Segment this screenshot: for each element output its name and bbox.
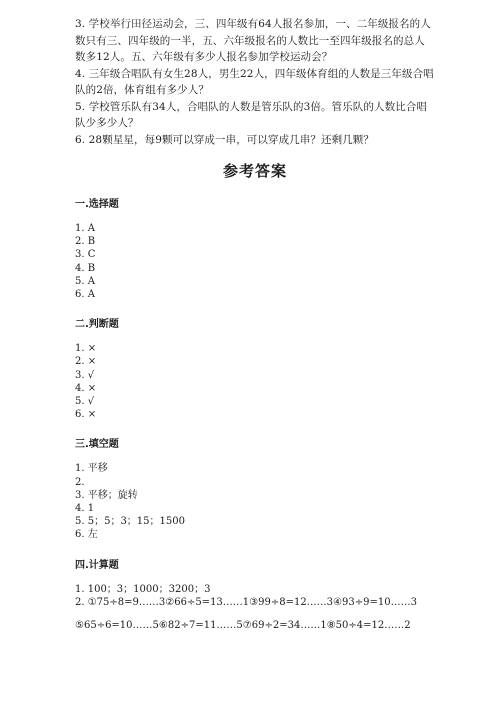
- answer-item: 3. 平移；旋转: [75, 489, 138, 501]
- answer-item: 3. C: [75, 249, 96, 261]
- answer-item: 4. B: [75, 262, 96, 274]
- question-5: 5. 学校管乐队有34人，合唱队的人数是管乐队的3倍。管乐队的人数比合唱队少多少人？: [75, 100, 427, 129]
- answer-item: 1. A: [75, 223, 95, 234]
- answer-item: 2. B: [75, 236, 96, 248]
- answer-item: 1. ×: [75, 343, 97, 355]
- section-judge: [75, 315, 435, 421]
- answer-item: 2. ×: [75, 356, 97, 368]
- answer-item: 1. 平移: [75, 463, 108, 475]
- answer-item: 5. 5；5；3；15；1500: [75, 516, 185, 528]
- answer-item: 2.: [75, 476, 85, 488]
- answer-item: 3. √: [75, 369, 95, 381]
- answer-sheet-page: [75, 16, 435, 646]
- answer-item: 4. ×: [75, 382, 97, 394]
- answer-item: 4. 1: [75, 503, 95, 515]
- section-fill: [75, 435, 435, 541]
- answer-item: ⑤65÷6=10……5⑥82÷7=11……5⑦69÷2=34……1⑧50÷4=12……2: [75, 620, 411, 632]
- answer-item: 2. ①75÷8=9……3②66÷5=13……1③99÷8=12……3④93÷9=10……3: [75, 596, 417, 608]
- question-6: 6. 28颗星星，每9颗可以穿成一串，可以穿成几串？还剩几颗？: [75, 133, 374, 146]
- answer-item: 6. A: [75, 289, 95, 301]
- section-title-choice: 一.选择题: [75, 199, 119, 210]
- section-calc: [75, 556, 435, 633]
- question-3: 3. 学校举行田径运动会，三、四年级有64人报名参加，一、二年级报名的人数只有三、四年级的一半，五、六年级报名的人数比一至四年级报名的总人数多12人。五、六年级有多少人报名参加学校运动会？: [75, 18, 431, 63]
- answer-item: 5. √: [75, 396, 95, 408]
- question-4: 4. 三年级合唱队有女生28人，男生22人，四年级体育组的人数是三年级合唱队的2倍，体育组有多少人？: [75, 67, 434, 96]
- section-title-calc: 四.计算题: [75, 559, 119, 571]
- spacer: [75, 609, 435, 619]
- answer-item: 6. ×: [75, 409, 97, 421]
- answer-item: 5. A: [75, 275, 95, 287]
- section-choice: [75, 195, 435, 301]
- section-title-fill: 三.填空题: [75, 439, 119, 451]
- answer-item: 1. 100；3；1000；3200；3: [75, 583, 211, 595]
- section-title-judge: 二.判断题: [75, 319, 119, 331]
- answers-title: 参考答案: [222, 162, 287, 180]
- answer-item: 6. 左: [75, 529, 98, 541]
